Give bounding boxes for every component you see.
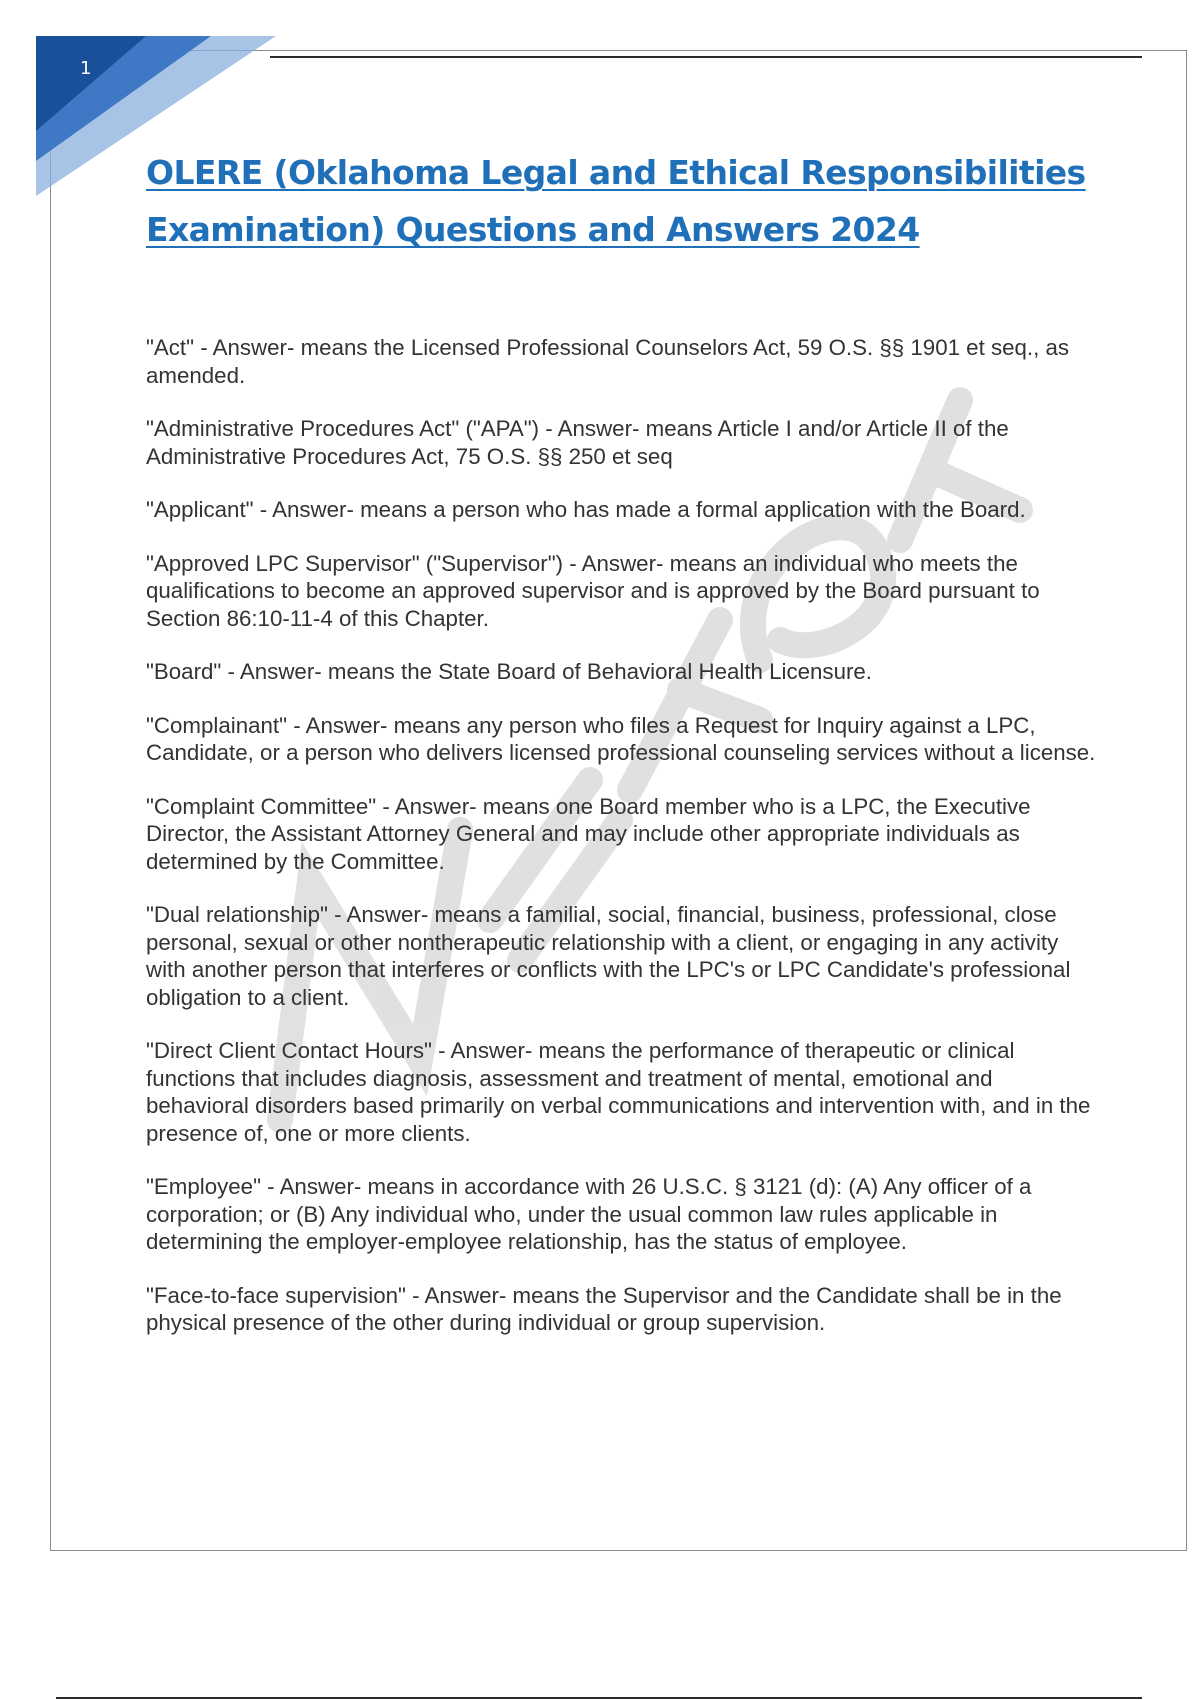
definition-entry: "Applicant" - Answer- means a person who has made a formal application with the Board. [146, 497, 1026, 522]
definition-entry: "Board" - Answer- means the State Board of Behavioral Health Licensure. [146, 659, 872, 684]
document-title [146, 144, 1136, 258]
document-title-line-1: OLERE (Oklahoma Legal and Ethical Responsibilities [146, 153, 1086, 192]
definition-entry: "Complainant" - Answer- means any person who files a Request for Inquiry against a LPC, Candidate, or a person who delivers licensed professional counseling services without a license. [146, 712, 1096, 765]
definition-entry: "Act" - Answer- means the Licensed Professional Counselors Act, 59 O.S. §§ 1901 et seq., as amended. [146, 335, 1070, 388]
definition-entry: "Dual relationship" - Answer- means a familial, social, financial, business, professional, close personal, sexual or other nontherapeutic relationship with a client, or engaging in any activity with another person that interferes or conflicts with the LPC's or LPC Candidate's professional obligation to a client. [146, 902, 1071, 1010]
footer-rule [56, 1697, 1142, 1699]
document-title-line-2: Examination) Questions and Answers 2024 [146, 210, 920, 249]
header-rule [270, 56, 1142, 58]
definition-entry: "Employee" - Answer- means in accordance with 26 U.S.C. § 3121 (d): (A) Any officer of a corporation; or (B) Any individual who, under the usual common law rules applicable in determining the employer-employee relationship, has the status of employee. [146, 1174, 1032, 1254]
definition-entry: "Face-to-face supervision" - Answer- means the Supervisor and the Candidate shall be in the physical presence of the other during individual or group supervision. [146, 1282, 1062, 1335]
definition-entry: "Complaint Committee" - Answer- means one Board member who is a LPC, the Executive Director, the Assistant Attorney General and may include other appropriate individuals as determined by the Committee. [146, 793, 1031, 874]
definition-entry: "Approved LPC Supervisor" ("Supervisor") - Answer- means an individual who meets the qualifications to become an approved supervisor and is approved by the Board pursuant to Section 86:10-11-4 of this Chapter. [146, 550, 1040, 631]
definition-entry: "Administrative Procedures Act" ("APA") - Answer- means Article I and/or Article II of the Administrative Procedures Act, 75 O.S. §§ 250 et seq [146, 416, 1009, 469]
page-number: 1 [80, 58, 92, 79]
definition-entry: "Direct Client Contact Hours" - Answer- means the performance of therapeutic or clinical functions that includes diagnosis, assessment and treatment of mental, emotional and behavioral disorders based primarily on verbal communications and intervention with, and in the presence of, one or more clients. [146, 1038, 1091, 1146]
definition-list [146, 334, 1096, 1363]
